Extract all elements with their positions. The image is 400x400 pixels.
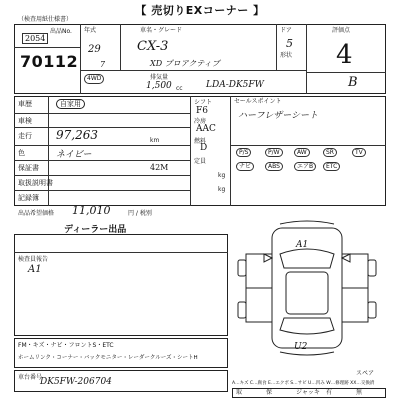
mileage-unit: km (150, 137, 160, 144)
lot-year: 2054 (22, 33, 48, 44)
color-code: 42M (150, 163, 169, 172)
fuel-value: D (200, 143, 208, 153)
diagram-rear-mark: U2 (294, 342, 308, 352)
year-value: 29 (88, 44, 101, 55)
displacement: 1,500 (146, 81, 172, 91)
inspection-label: 車検 (18, 117, 32, 125)
price-label: 出品希望価格 (18, 210, 55, 217)
mileage-value: 97,263 (56, 128, 98, 142)
price-value: 11,010 (72, 204, 111, 217)
color-label: 色 (18, 149, 25, 157)
option-chip: TV (352, 148, 366, 157)
option-chip: ABS (265, 162, 283, 171)
selling-points-value: ハーフレザーシート (238, 111, 319, 121)
notes-label: 検査員報告 (18, 256, 49, 263)
equipment-extras: ホームリンク・コーナー・バックモニター・レーダークルーズ・シートH (18, 355, 198, 361)
doors-value: 5 (286, 37, 293, 50)
model-name: CX-3 (137, 39, 169, 54)
option-chip: P/S (236, 148, 251, 157)
option-chip: AW (294, 148, 310, 157)
warranty-label: 保証書 (18, 164, 39, 172)
fuel-label: 燃料 (194, 138, 207, 145)
drive-badge: 4WD (84, 74, 104, 84)
option-chip: ETC (323, 162, 340, 171)
year-label: 年式 (84, 27, 97, 34)
option-chip: P/W (265, 148, 283, 157)
frame-label: 車台番号 (18, 374, 43, 381)
ac-label: 冷房 (194, 118, 207, 125)
lot-label: 出品No. (50, 28, 72, 35)
displacement-label: 排気量 (150, 74, 169, 81)
doors-label: ドア (280, 27, 292, 34)
notes-block (14, 234, 228, 336)
grade: XD プロアクティブ (150, 59, 220, 68)
equipment-value: FM・キズ・ナビ・フロントS・ETC (18, 342, 114, 349)
ac-value: AAC (196, 124, 216, 134)
legend-item: ジャッキ (296, 389, 320, 396)
manual-label: 取扱説明書 (18, 179, 53, 187)
option-chip: SR (323, 148, 337, 157)
notes-value: A1 (28, 264, 42, 275)
shift-label: シフト (194, 99, 213, 106)
interior-score: B (348, 75, 358, 90)
history-label: 車歴 (18, 100, 32, 108)
option-chips (236, 148, 384, 188)
legend-item: 有 (326, 389, 333, 396)
record-label: 記録簿 (18, 194, 39, 202)
color-value: ネイビー (56, 150, 92, 160)
price-unit: 円 / 税別 (128, 210, 152, 217)
month-value: 7 (100, 60, 106, 69)
legend-codes: A…キズ C…腐食 E…エクボ S…サビ U…凹み W…修理跡 XX…交換済 (232, 381, 375, 386)
shift-value: F6 (196, 106, 208, 116)
car-damage-diagram (232, 214, 386, 364)
selling-points-label: セールスポイント (234, 98, 282, 105)
frame-value: DK5FW-206704 (40, 377, 112, 387)
legend-items (236, 389, 384, 398)
displacement-unit: cc (176, 85, 183, 92)
weight-unit-2: kg (218, 186, 226, 193)
lot-number: 70112 (20, 52, 79, 71)
score-label: 評価点 (332, 27, 351, 34)
legend-item: 保 (266, 389, 273, 396)
spare-label: スペア (356, 370, 375, 377)
header-note: （検査用紙仕様書） (18, 16, 73, 23)
mileage-label: 走行 (18, 132, 32, 140)
shape-label: 形状 (280, 52, 293, 59)
legend-item: 無 (356, 389, 363, 396)
diagram-front-mark: A1 (296, 240, 309, 250)
model-code: LDA-DK5FW (206, 80, 264, 90)
dealer-label: ディーラー出品 (64, 225, 127, 235)
capacity-label: 定員 (194, 158, 207, 165)
score-value: 4 (336, 40, 353, 70)
option-chip: エアB (294, 162, 316, 171)
history-value: 自家用 (56, 99, 85, 109)
model-label: 車名・グレード (140, 27, 183, 34)
weight-unit-1: kg (218, 172, 226, 179)
banner-title: 【 売切りEXコーナー 】 (135, 4, 265, 17)
legend-item: 取 (236, 389, 243, 396)
option-chip: ナビ (236, 162, 254, 171)
